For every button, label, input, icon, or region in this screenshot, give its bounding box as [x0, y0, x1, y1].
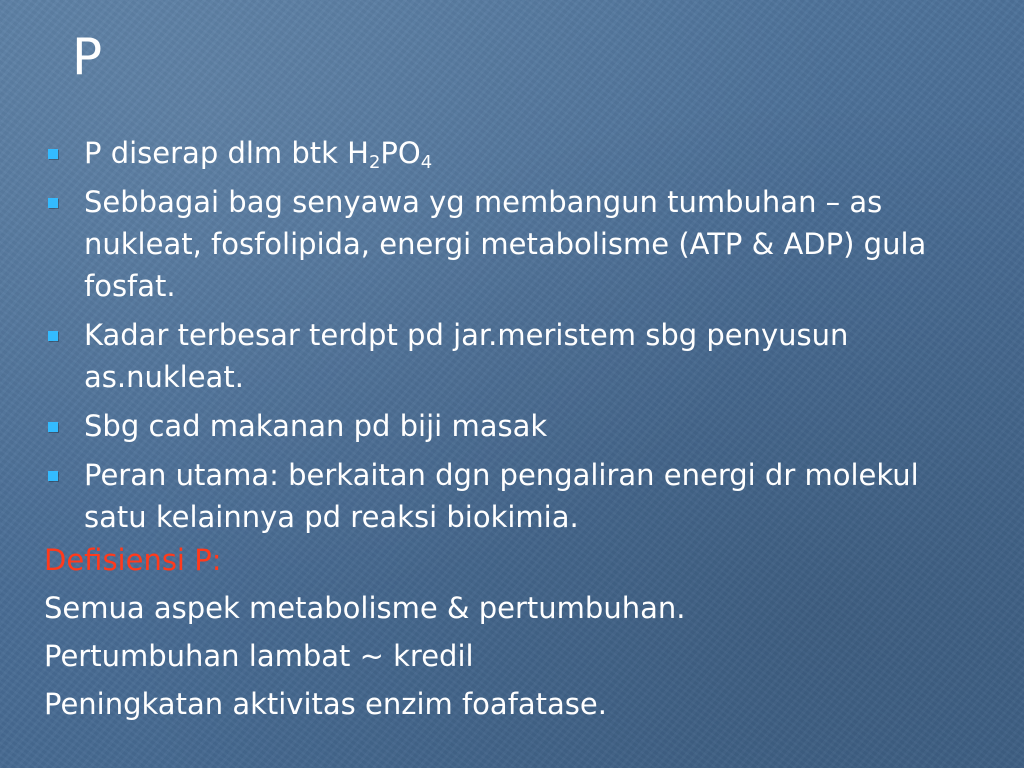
- bullet-item: [44, 405, 974, 447]
- bullet-list: [44, 132, 974, 545]
- slide-title: P: [72, 28, 104, 86]
- deficiency-heading: Defisiensi P:: [44, 543, 222, 577]
- square-bullet-icon: [48, 198, 58, 208]
- square-bullet-icon: [48, 422, 58, 432]
- bullet-item: [44, 314, 974, 398]
- deficiency-line: Peningkatan aktivitas enzim foafatase.: [44, 687, 607, 721]
- bullet-text: Kadar terbesar terdpt pd jar.meristem sbg penyusun as.nukleat.: [84, 318, 849, 394]
- bullet-text: Sebbagai bag senyawa yg membangun tumbuhan – as nukleat, fosfolipida, energi metabolisme (ATP & ADP) gula fosfat.: [84, 185, 927, 303]
- bullet-item: [44, 454, 974, 538]
- bullet-text: Peran utama: berkaitan dgn pengaliran energi dr molekul satu kelainnya pd reaksi biokimia.: [84, 458, 919, 534]
- bullet-text: [84, 136, 433, 174]
- square-bullet-icon: [48, 471, 58, 481]
- bullet-item: [44, 181, 974, 307]
- square-bullet-icon: [48, 331, 58, 341]
- bullet-item: [44, 132, 974, 174]
- subscript-4: 4: [420, 152, 433, 174]
- deficiency-line: Semua aspek metabolisme & pertumbuhan.: [44, 591, 686, 625]
- bullet-text-po: PO: [380, 136, 421, 170]
- deficiency-section: [44, 536, 984, 728]
- subscript-2: 2: [368, 152, 381, 174]
- deficiency-line: Pertumbuhan lambat ~ kredil: [44, 639, 474, 673]
- square-bullet-icon: [48, 149, 58, 159]
- bullet-text-prefix: P diserap dlm btk H: [84, 136, 369, 170]
- bullet-text: Sbg cad makanan pd biji masak: [84, 409, 548, 443]
